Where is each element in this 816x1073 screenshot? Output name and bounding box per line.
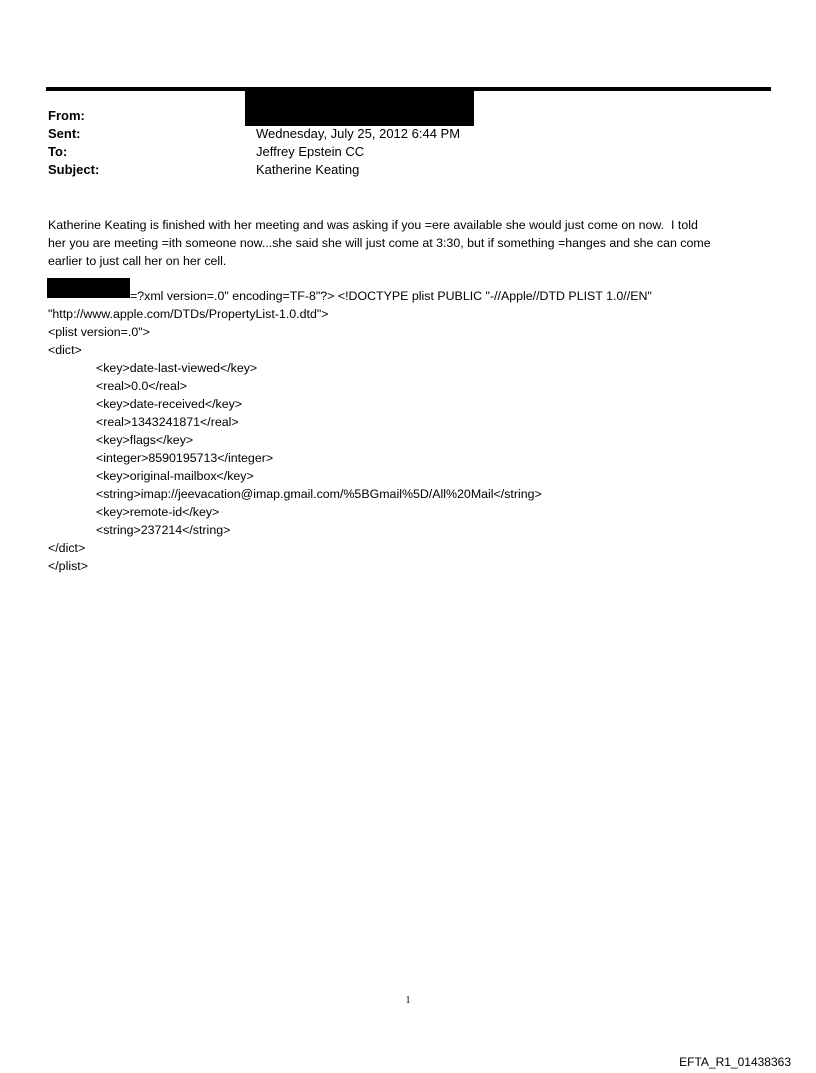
plist-line: <key>remote-id</key>: [96, 505, 220, 519]
bates-number: EFTA_R1_01438363: [679, 1055, 791, 1069]
to-value: Jeffrey Epstein CC: [256, 144, 365, 159]
body-line: earlier to just call her on her cell.: [48, 254, 227, 268]
plist-line: "http://www.apple.com/DTDs/PropertyList-1.0.dtd">: [48, 307, 329, 321]
body-line: Katherine Keating is finished with her meeting and was asking if you =ere available she would just come on now. I told: [48, 218, 698, 232]
plist-line: <real>0.0</real>: [96, 379, 187, 393]
plist-line: <key>flags</key>: [96, 433, 194, 447]
plist-line: <key>original-mailbox</key>: [96, 469, 254, 483]
body-line: her you are meeting =ith someone now...she said she will just come at 3:30, but if something =hanges and she can come: [48, 236, 711, 250]
plist-line: =?xml version=.0" encoding=TF-8"?> <!DOCTYPE plist PUBLIC "-//Apple//DTD PLIST 1.0//EN": [130, 289, 652, 303]
sent-value: Wednesday, July 25, 2012 6:44 PM: [256, 126, 461, 141]
redaction-body: [47, 278, 130, 298]
plist-line: </dict>: [48, 541, 86, 555]
subject-value: Katherine Keating: [256, 162, 360, 177]
plist-line: <dict>: [48, 343, 82, 357]
from-label: From:: [48, 108, 85, 123]
subject-label: Subject:: [48, 162, 100, 177]
plist-line: </plist>: [48, 559, 88, 573]
redaction-from: [245, 91, 474, 126]
plist-line: <string>237214</string>: [96, 523, 231, 537]
to-label: To:: [48, 144, 68, 159]
plist-line: <real>1343241871</real>: [96, 415, 239, 429]
plist-line: <plist version=.0">: [48, 325, 150, 339]
plist-line: <key>date-last-viewed</key>: [96, 361, 258, 375]
page-number: 1: [405, 995, 411, 1006]
plist-line: <string>imap://jeevacation@imap.gmail.com/%5BGmail%5D/All%20Mail</string>: [96, 487, 542, 501]
plist-line: <integer>8590195713</integer>: [96, 451, 274, 465]
sent-label: Sent:: [48, 126, 81, 141]
plist-line: <key>date-received</key>: [96, 397, 243, 411]
